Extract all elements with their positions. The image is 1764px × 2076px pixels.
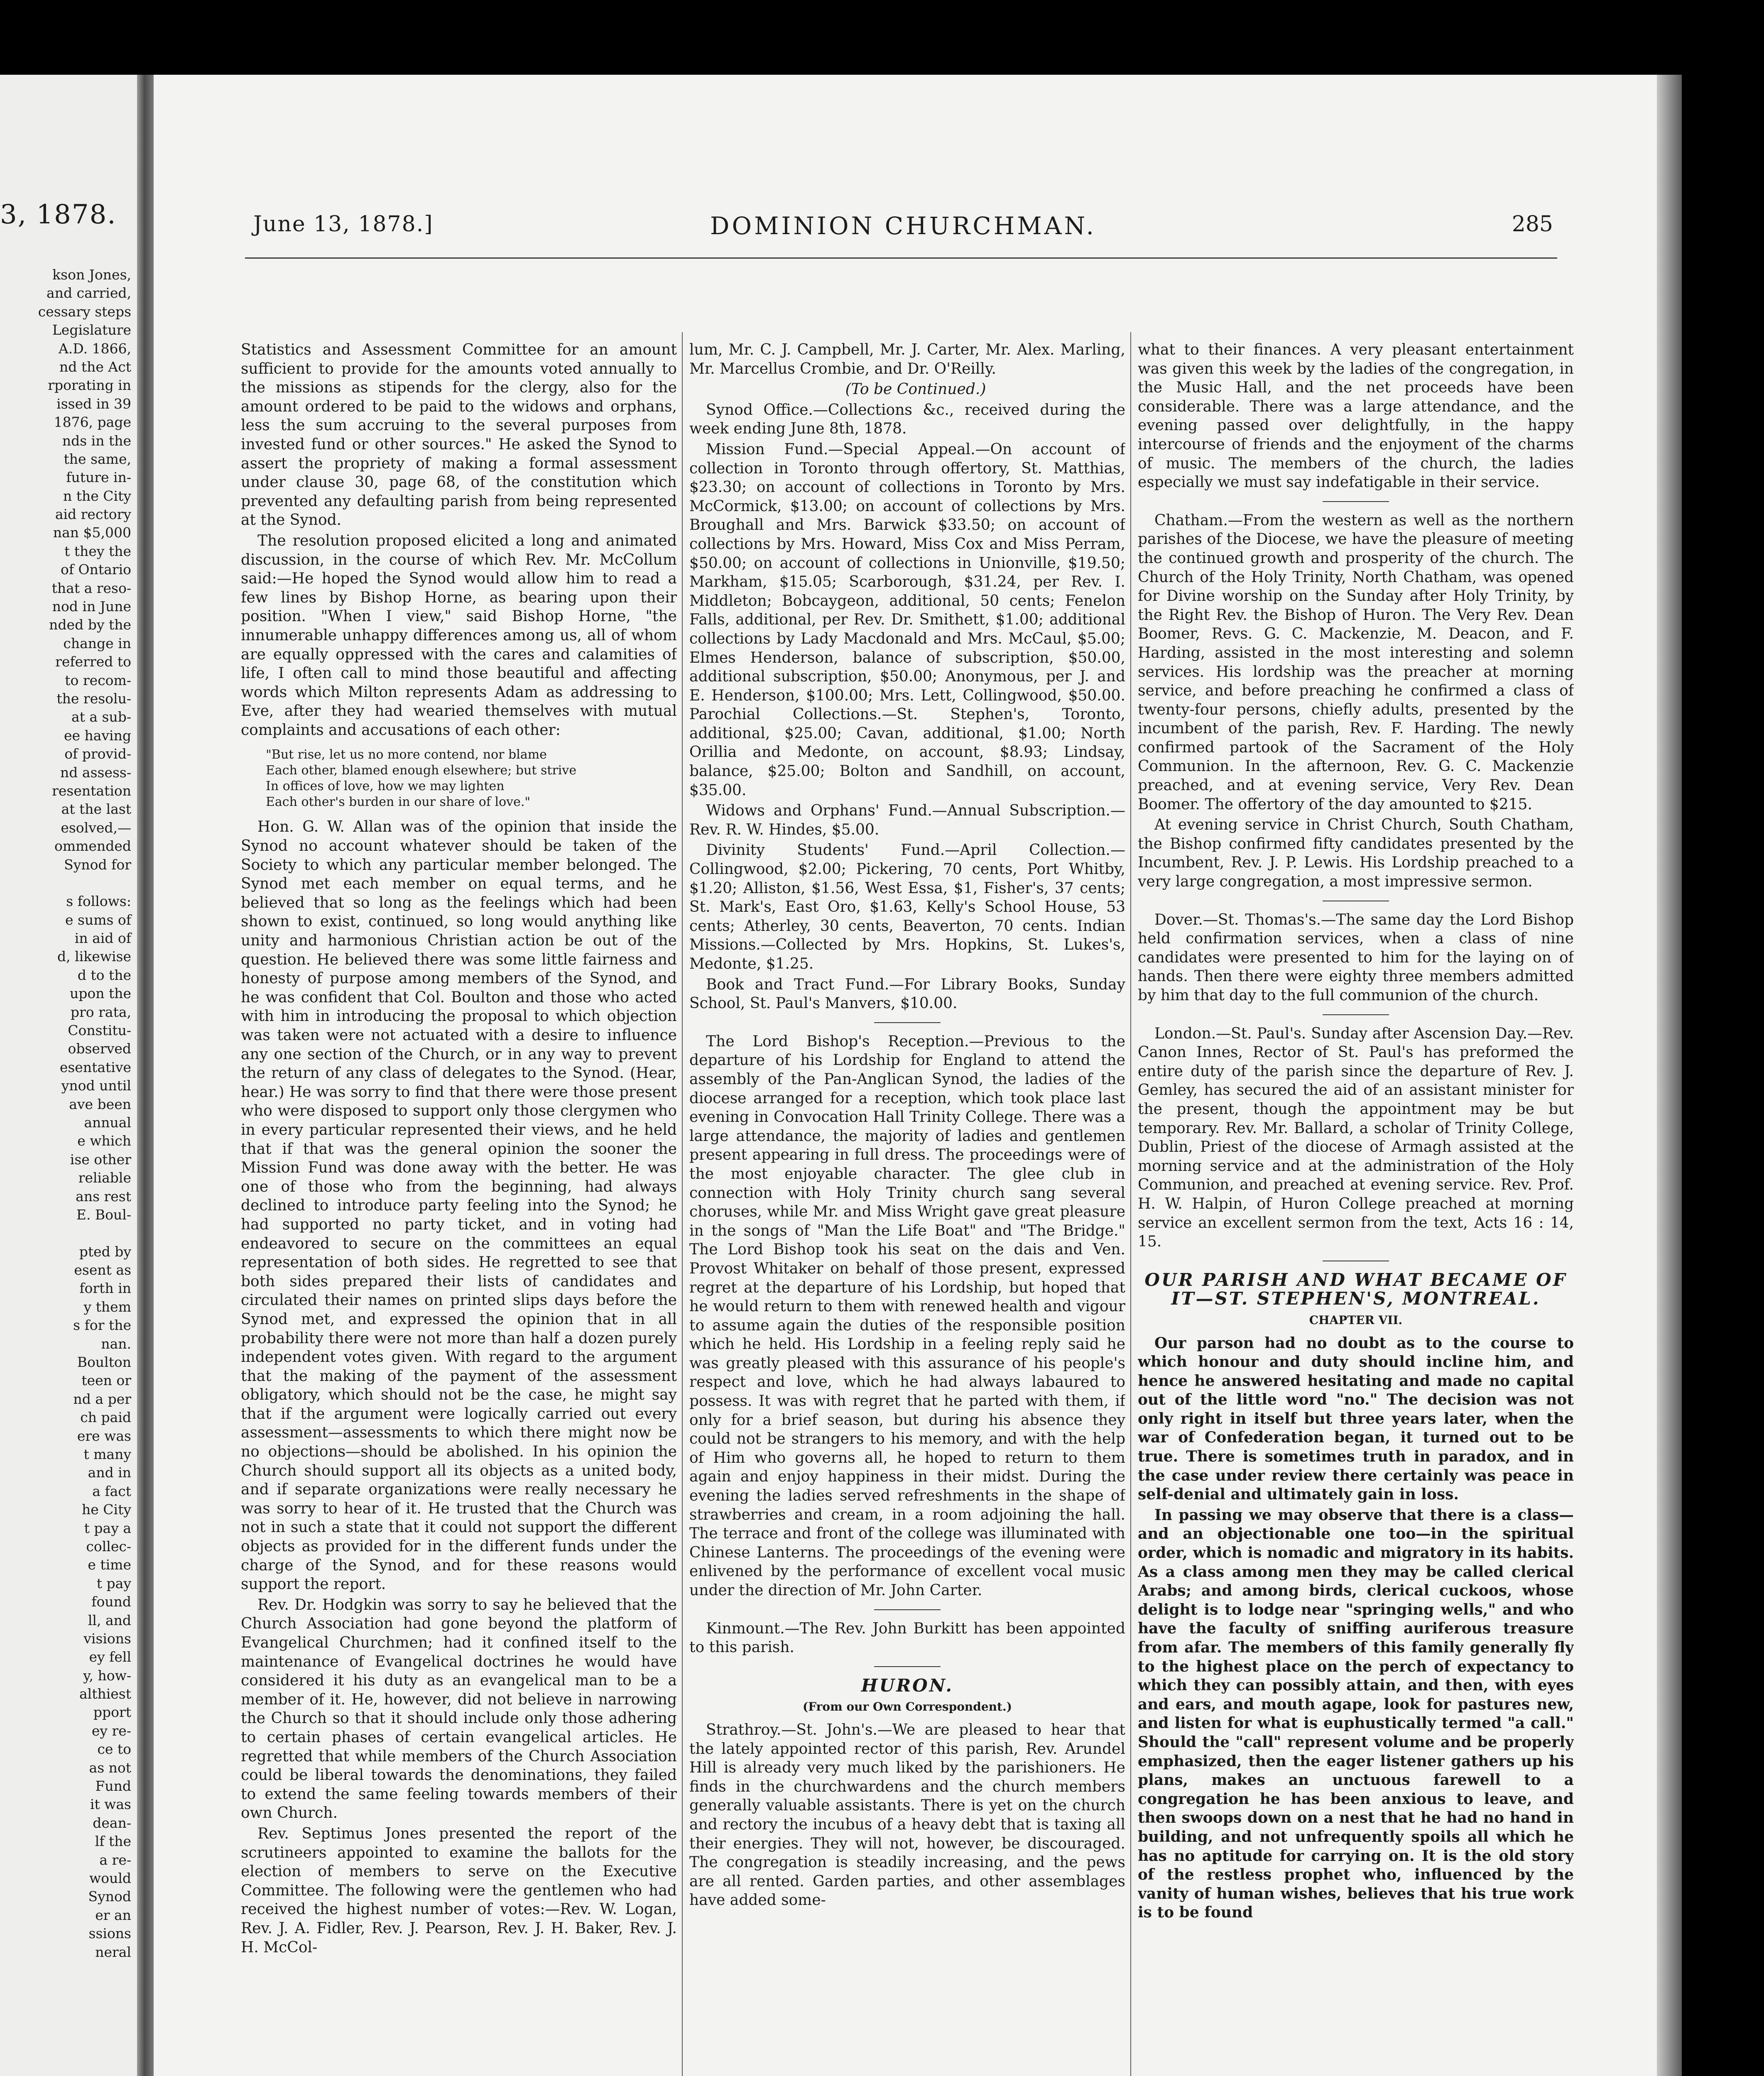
fragment-line: reliable <box>78 1170 131 1186</box>
paragraph: Dover.—St. Thomas's.—The same day the Lord Bishop held confirmation services, when a class of nine candidates were presented to him for the laying on of hands. Then there were eighty three members admitted by him that day to the full communion of the church. <box>1138 911 1574 1004</box>
fragment-line: Constitu- <box>68 1022 131 1039</box>
verse-quote <box>266 747 677 810</box>
paragraph: Rev. Dr. Hodgkin was sorry to say he believed that the Church Association had gone beyond the platform of Evangelical Churchmen; had it confined itself to the maintenance of Evangelical doctrines he would have considered it his duty as an evangelical man to be a member of it. He, however, did not believe in narrowing the Church so that it should include only those adhering to certain phases of certain evangelical articles. He regretted that while members of the Church Association could be liberal towards the denominations, they failed to extend the same feeling towards members of their own Church. <box>241 1596 677 1822</box>
fragment-line: collec- <box>86 1538 131 1555</box>
paragraph: what to their finances. A very pleasant entertainment was given this week by the ladies of the congregation, in the Music Hall, and the net proceeds have been considerable. There was a large attendance, and the evening passed over delightfully, in the happy intercourse of friends and the enjoyment of the charms of music. The members of the church, the ladies especially we must say indefatigable in their service. <box>1138 341 1574 491</box>
fragment-line: of provid- <box>64 746 131 762</box>
verse-line: In offices of love, how we may lighten <box>266 779 505 794</box>
fragment-line: issed in 39 <box>56 395 131 412</box>
fragment-line: rporating in <box>48 377 131 394</box>
fragment-line: as not <box>89 1759 131 1776</box>
fragment-line: to recom- <box>65 672 131 688</box>
fragment-line: resentation <box>52 782 131 799</box>
fragment-line: annual <box>84 1114 131 1131</box>
paragraph: Chatham.—From the western as well as the northern parishes of the Diocese, we have the pleasure of meeting the continued growth and prosperity of the church. The Church of the Holy Trinity, North Chatham, was opened for Divine worship on the Sunday after Holy Trinity, by the Right Rev. the Bishop of Huron. The Very Rev. Dean Boomer, Revs. G. C. Mackenzie, M. Deacon, and F. Harding, assisted in the most interesting and solemn services. His lordship was the preacher at morning service, and before preaching he confirmed a class of twenty-four persons, chiefly adults, presented by the incumbent of the parish, Rev. F. Harding. The newly confirmed partook of the Sacrament of the Holy Communion. In the afternoon, Rev. G. C. Mackenzie preached, and at evening service, Very Rev. Dean Boomer. The offertory of the day amounted to $215. <box>1138 512 1574 813</box>
fragment-line: ll, and <box>88 1612 131 1628</box>
section-heading-huron: HURON. <box>861 1675 954 1696</box>
fragment-line: ce to <box>97 1741 131 1758</box>
fragment-line: e sums of <box>65 911 131 928</box>
fragment-line: esentative <box>59 1059 131 1075</box>
paragraph: Rev. Septimus Jones presented the report of the scrutineers appointed to examine the ballots for the election of members to serve on the Executive Committee. The following were the gentlemen who had received the highest number of votes:—Rev. W. Logan, Rev. J. A. Fidler, Rev. J. Pearson, Rev. J. H. Baker, Rev. J. H. McCol- <box>241 1825 677 1956</box>
verse-line: Each other, blamed enough elsewhere; but strive <box>266 763 577 778</box>
fragment-line: observed <box>68 1040 131 1057</box>
fragment-line: ave been <box>69 1096 131 1112</box>
fragment-line: Legislature <box>52 322 131 338</box>
paragraph: Mission Fund.—Special Appeal.—On account of collection in Toronto through offertory, St. Matthias, $23.30; on account of collections in Toronto by Mrs. McCormick, $13.00; on account of collections by Mrs. Broughall and Mrs. Barwick $33.50; on account of collections by Mrs. Howard, Miss Cox and Miss Perram, $50.00; on account of collections in Unionville, $19.50; Markham, $15.05; Scarborough, $31.24, per Rev. I. Middleton; Bobcaygeon, additional, 50 cents; Fenelon Falls, additional, per Rev. Dr. Smithett, $1.00; additional collections by Lady Macdonald and Mrs. McCaul, $5.00; Elmes Henderson, balance of subscription, $50.00, additional subscription, $50.00; Anonymous, per J. and E. Henderson, $100.00; Mrs. Lett, Collingwood, $50.00. Parochial Collections.—St. Stephen's, Toronto, additional, $25.00; Cavan, additional, $1.00; North Orillia and Medonte, on account, $8.93; Lindsay, balance, $25.00; Bolton and Sandhill, on account, $35.00. <box>689 441 1125 799</box>
column-rule <box>1130 332 1131 2076</box>
fragment-line: teen or <box>81 1372 131 1389</box>
fragment-line: it was <box>90 1796 131 1813</box>
fragment-line: of Ontario <box>60 561 131 578</box>
previous-page-fragment <box>0 75 137 2076</box>
fragment-line: althiest <box>79 1686 131 1702</box>
section-rule <box>874 1022 941 1023</box>
paragraph: Our parson had no doubt as to the course to which honour and duty should incline him, and hence he answered hesitating and made no capital out of the little word "no." The decision was not only right in itself but three years later, when the war of Confederation began, it turned out to be true. There is sometimes truth in paradox, and in the case under review there certainly was peace in self-denial and ultimately gain in loss. <box>1138 1334 1574 1503</box>
fragment-line: and carried, <box>47 285 131 301</box>
fragment-line: nd the Act <box>59 358 131 375</box>
to-be-continued: (To be Continued.) <box>845 381 986 398</box>
fragment-line: esolved,— <box>61 819 131 836</box>
fragment-line: t many <box>83 1446 131 1462</box>
fragment-line: n the City <box>63 487 131 504</box>
article-body <box>1138 1334 1574 1922</box>
fragment-line: kson Jones, <box>52 267 131 283</box>
previous-page-text <box>0 266 137 1961</box>
fragment-line: ee having <box>64 727 131 744</box>
previous-page-date: 3, 1878. <box>0 199 117 230</box>
column-1 <box>241 340 677 2076</box>
fragment-line: lf the <box>95 1833 131 1850</box>
paragraph: London.—St. Paul's. Sunday after Ascension Day.—Rev. Canon Innes, Rector of St. Paul's has preformed the entire duty of the parish since the departure of Rev. J. Gemley, has secured the aid of an assistant minister for the present, though the appointment may be but temporary. Rev. Mr. Ballard, a scholar of Trinity College, Dublin, Priest of the diocese of Armagh assisted at the morning service and at the administration of the Holy Communion, and preached at evening service. Rev. Prof. H. W. Halpin, of Huron College preached at morning service an excellent sermon from the text, Acts 16 : 14, 15. <box>1138 1025 1574 1251</box>
fragment-line: ey fell <box>89 1649 131 1665</box>
fragment-line: ommended <box>54 838 131 854</box>
fragment-line: visions <box>83 1630 131 1647</box>
paragraph: Kinmount.—The Rev. John Burkitt has been appointed to this parish. <box>689 1620 1125 1656</box>
fragment-line: and in <box>88 1464 131 1481</box>
fragment-line: d, likewise <box>57 948 131 965</box>
fragment-line: ey re- <box>91 1722 131 1739</box>
fragment-line: at a sub- <box>71 709 131 725</box>
fragment-line: upon the <box>69 985 131 1002</box>
fragment-line: s follows: <box>66 893 131 910</box>
fragment-line: change in <box>63 635 131 651</box>
issue-date: June 13, 1878.] <box>253 212 434 237</box>
publication-title: DOMINION CHURCHMAN. <box>710 212 1096 240</box>
section-rule <box>1323 501 1389 502</box>
fragment-line: dean- <box>93 1814 131 1831</box>
column-rule <box>682 332 683 2076</box>
fragment-line: would <box>89 1870 131 1886</box>
fragment-line: Fund <box>95 1778 131 1794</box>
verse-line: Each other's burden in our share of love." <box>266 795 531 810</box>
fragment-line: ssions <box>88 1925 131 1942</box>
fragment-line: y them <box>83 1298 131 1315</box>
fragment-line: ch paid <box>80 1409 131 1426</box>
fragment-line: A.D. 1866, <box>58 340 131 357</box>
fragment-line: ere was <box>77 1427 131 1444</box>
fragment-line: E. Boul- <box>76 1206 131 1223</box>
fragment-line: the resolu- <box>56 690 131 707</box>
fragment-line: t pay <box>96 1575 131 1591</box>
fragment-line: at the last <box>61 801 131 818</box>
fragment-line: the same, <box>64 450 131 467</box>
fragment-line: pted by <box>79 1243 131 1260</box>
correspondent-note: (From our Own Correspondent.) <box>803 1700 1012 1714</box>
fragment-line: nds in the <box>62 432 131 449</box>
paragraph: The resolution proposed elicited a long and animated discussion, in the course of which Rev. Mr. McCollum said:—He hoped the Synod would allow him to read a few lines by Bishop Horne, as bearing upon their position. "When I view," said Bishop Horne, "the innumerable unhappy differences among us, all of whom are equally oppressed with the cares and calamities of life, I often call to mind those beautiful and affecting words which Milton represents Adam as addressing to Eve, after they had wearied themselves with mutual complaints and accusations of each other: <box>241 532 677 739</box>
scan-border-top <box>0 0 1764 75</box>
section-rule <box>1323 1014 1389 1015</box>
newspaper-page <box>154 75 1657 2076</box>
fragment-line: aid rectory <box>55 506 131 523</box>
page-number: 285 <box>1512 212 1553 237</box>
section-rule <box>874 1609 941 1610</box>
fragment-line: t they the <box>64 543 131 559</box>
paragraph: Synod Office.—Collections &c., received during the week ending June 8th, 1878. <box>689 401 1125 438</box>
article-heading: OUR PARISH AND WHAT BECAME OF IT—ST. STEPHEN'S, MONTREAL. <box>1144 1269 1567 1309</box>
header-rule <box>245 257 1557 259</box>
fragment-line: found <box>91 1594 131 1610</box>
fragment-line: he City <box>82 1501 131 1518</box>
paragraph: Book and Tract Fund.—For Library Books, Sunday School, St. Paul's Manvers, $10.00. <box>689 976 1125 1012</box>
paragraph: Statistics and Assessment Committee for an amount sufficient to provide for the amounts voted annually to the missions as stipends for the clergy, also for the amount ordered to be paid to the widows and orphans, less the sum accruing to the several purposes from invested fund or other sources." He asked the Synod to assert the propriety of making a formal assessment under clause 30, page 68, of the constitution which prevented any defaulting parish from being represented at the Synod. <box>241 341 677 529</box>
paragraph: The Lord Bishop's Reception.—Previous to the departure of his Lordship for England to attend the assembly of the Pan-Anglican Synod, the ladies of the diocese arranged for a reception, which took place last evening in Convocation Hall Trinity College. There was a large attendance, the majority of ladies and gentlemen present appearing in full dress. The proceedings were of the most enjoyable character. The glee club in connection with Holy Trinity church sang several choruses, while Mr. and Miss Wright gave great pleasure in the songs of "Man the Life Boat" and "The Bridge." The Lord Bishop took his seat on the dais and Ven. Provost Whitaker on behalf of those present, expressed regret at the departure of his Lordship, but hoped that he would return to them with renewed health and vigour to assume again the duties of the responsible position which he held. His Lordship in a feeling reply said he was greatly pleased with this assurance of his people's respect and love, which he had always labaured to possess. It was with regret that he parted with them, if only for a brief season, but during his absence they could not be strangers to his memory, and with the help of Him who governs all, he hoped to return to them again and enjoy happiness in their midst. During the evening the ladies served refreshments in the shape of strawberries and cream, in a room adjoining the hall. The terrace and front of the college was illuminated with Chinese Lanterns. The proceedings of the evening were enlivened by the performance of excellent vocal music under the direction of Mr. John Carter. <box>689 1033 1125 1599</box>
fragment-line: esent as <box>74 1262 131 1278</box>
fragment-line: nan. <box>101 1335 131 1352</box>
column-3 <box>1138 340 1574 2076</box>
paragraph: lum, Mr. C. J. Campbell, Mr. J. Carter, Mr. Alex. Marling, Mr. Marcellus Crombie, and Dr. O'Reilly. <box>689 341 1125 377</box>
fragment-line: a fact <box>92 1483 131 1499</box>
paragraph: In passing we may observe that there is a class—and an objectionable one too—in the spiritual order, which is nomadic and migratory in its habits. As a class among men they may be called clerical Arabs; and among birds, clerical cuckoos, whose delight is to lodge near "springing wells," and who have the faculty of sniffing auriferous treasure from afar. The members of this family generally fly to the highest place on the perch of expectancy to which they can possibly attain, and then, with eyes and ears, and mouth agape, look for pastures new, and listen for what is euphustically termed "a call." Should the "call" represent volume and be properly emphasized, then the eager listener gathers up his plans, makes an unctuous farewell to a congregation he has been anxious to leave, and then swoops down on a nest that he had no hand in building, and not unfrequently spoils all which he has no aptitude for carrying on. It is the old story of the restless prophet who, influenced by the vanity of human wishes, believes that his true work is to be found <box>1138 1506 1574 1922</box>
fragment-line: ise other <box>70 1151 131 1168</box>
fragment-line: ans rest <box>76 1188 131 1204</box>
fragment-line: Synod <box>88 1888 131 1905</box>
fragment-line: e time <box>88 1557 131 1573</box>
fragment-line: nded by the <box>49 617 131 633</box>
fragment-line: future in- <box>66 469 131 486</box>
paragraph: Strathroy.—St. John's.—We are pleased to hear that the lately appointed rector of this parish, Rev. Arundel Hill is already very much liked by the parishioners. He finds in the churchwardens and the church members generally valuable assistants. There is yet on the church and rectory the incubus of a heavy debt that is taxing all their energies. They will not, however, be discouraged. The congregation is steadily increasing, and the pews are all rented. Garden parties, and other assemblages have added some- <box>689 1721 1125 1909</box>
verse-line: "But rise, let us no more contend, nor blame <box>266 747 547 762</box>
fragment-line: t pay a <box>84 1520 131 1536</box>
fragment-line: in aid of <box>74 930 131 947</box>
fragment-line <box>0 874 137 892</box>
fragment-line: er an <box>95 1907 131 1923</box>
paragraph: Divinity Students' Fund.—April Collection.—Collingwood, $2.00; Pickering, 70 cents, Port Whitby, $1.20; Alliston, $1.56, West Essa, $1, Fisher's, 37 cents; St. Mark's, East Oro, $1.63, Kelly's School House, 53 cents; Atherley, 30 cents, Beaverton, 70 cents. Indian Missions.—Collected by Mrs. Hopkins, St. Lukes's, Medonte, $1.25. <box>689 842 1125 972</box>
fragment-line: forth in <box>79 1280 131 1297</box>
page-edge <box>1657 75 1682 2076</box>
section-rule <box>874 1666 941 1667</box>
fragment-line: nod in June <box>52 598 131 615</box>
fragment-line: a re- <box>99 1851 131 1868</box>
fragment-line: pport <box>93 1704 131 1721</box>
paragraph: At evening service in Christ Church, South Chatham, the Bishop confirmed fifty candidates presented by the Incumbent, Rev. J. P. Lewis. His Lordship preached to a very large congregation, a most impressive sermon. <box>1138 816 1574 891</box>
fragment-line: y, how- <box>83 1667 131 1684</box>
fragment-line: ynod until <box>61 1077 131 1094</box>
fragment-line: Synod for <box>64 856 131 873</box>
column-2 <box>689 340 1125 2076</box>
book-gutter <box>137 75 154 2076</box>
fragment-line: cessary steps <box>38 303 131 320</box>
fragment-line: e which <box>77 1133 131 1149</box>
fragment-line: 1876, page <box>54 414 131 431</box>
fragment-line: neral <box>95 1944 131 1960</box>
running-head <box>253 212 1553 245</box>
fragment-line <box>0 1224 137 1242</box>
fragment-line: pro rata, <box>70 1004 131 1020</box>
fragment-line: s for the <box>73 1317 131 1334</box>
paragraph: Hon. G. W. Allan was of the opinion that inside the Synod no account whatever should be taken of the Society to which any particular member belonged. The Synod met each member on equal terms, and he believed that so long as the feelings which had been shown to exist, continued, so long would anything like unity and harmonious Christian action be out of the question. He believed there was some little fairness and honesty of purpose among members of the Synod, and he was confident that Col. Boulton and those who acted with him in introducing the proposal to which objection was taken were not actuated with a desire to influence any one section of the Church, or in any way to prevent the return of any class of delegates to the Synod. (Hear, hear.) He was sorry to find that there were those present who were disposed to support only those clergymen who in every particular represented their views, and he held that if that was the general opinion the sooner the Mission Fund was done away with the better. He was one of those who from the beginning, had always declined to introduce party feeling into the Synod; he had supported no party ticket, and in voting had endeavored to secure on the committees an equal representation of both sides. He regretted to see that both sides prepared their lists of candidates and circulated their names on printed slips days before the Synod met, and expressed the opinion that in all probability there were not more than half a dozen purely independent votes given. With regard to the argument that the making of the payment of the assessment obligatory, which should not be the case, he might say that if the argument were logically carried out every assessment—assessments to which there might now be no objections—should be abolished. In his opinion the Church should support all its objects as a united body, and if separate organizations were really necessary he was sorry to hear of it. He trusted that the Church was not in such a state that it could not support the different objects as provided for in the different funds under the charge of the Synod, and for these reasons would support the report. <box>241 818 677 1593</box>
paragraph: Widows and Orphans' Fund.—Annual Subscription.—Rev. R. W. Hindes, $5.00. <box>689 802 1125 838</box>
fragment-line: nan $5,000 <box>53 524 131 541</box>
fragment-line: Boulton <box>77 1354 131 1371</box>
fragment-line: referred to <box>55 654 131 670</box>
fragment-line: nd assess- <box>60 764 131 781</box>
fragment-line: that a reso- <box>51 580 131 596</box>
fragment-line: nd a per <box>73 1391 131 1407</box>
chapter-label: CHAPTER VII. <box>1309 1313 1403 1327</box>
fragment-line: d to the <box>77 967 131 983</box>
